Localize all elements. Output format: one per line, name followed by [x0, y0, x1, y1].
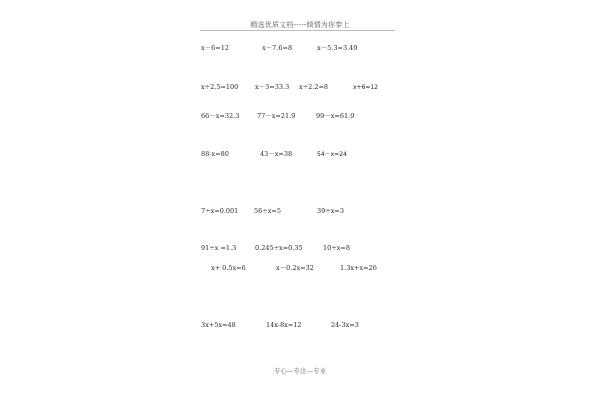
- page-footer: 专心---专注---专业: [273, 367, 327, 375]
- equation: 14x-8x=12: [266, 321, 302, 329]
- equation: x÷2.5=100: [201, 83, 239, 91]
- equation: x－6=12: [201, 44, 230, 52]
- equation: x－7.6=8: [262, 44, 293, 52]
- equation: x+ 0.5x=6: [211, 264, 246, 272]
- equation: x－0.2x=32: [276, 264, 314, 272]
- equation: x－5.3=3.49: [317, 44, 358, 52]
- equation: 99－x=61.9: [316, 112, 355, 120]
- page-header: 精选优质文档-----倾情为你奉上: [250, 21, 350, 29]
- equation: 7÷x=0.001: [201, 207, 239, 215]
- equation: 39÷x=3: [317, 207, 344, 215]
- equation: 43－x=38: [260, 150, 293, 158]
- equation: 88-x=80: [201, 150, 229, 158]
- equation: 54－x=24: [317, 151, 347, 158]
- equation: 66－x=32.3: [201, 112, 240, 120]
- equation: 0.245÷x=0.35: [255, 244, 303, 252]
- equation: 77－x=21.9: [257, 112, 296, 120]
- equation: x+6=12: [353, 84, 379, 91]
- equation: 24-3x=3: [331, 321, 359, 329]
- equation: 10÷x=8: [323, 244, 350, 252]
- equation: 1.3x+x=26: [340, 264, 377, 272]
- equation: x－3=33.3: [255, 83, 290, 91]
- equation: 3x+5x=48: [201, 321, 236, 329]
- equation: 56÷x=5: [254, 207, 281, 215]
- equation: x÷2.2=8: [299, 83, 329, 91]
- equation: 91÷x =1.3: [201, 244, 237, 252]
- header-divider: [200, 30, 395, 31]
